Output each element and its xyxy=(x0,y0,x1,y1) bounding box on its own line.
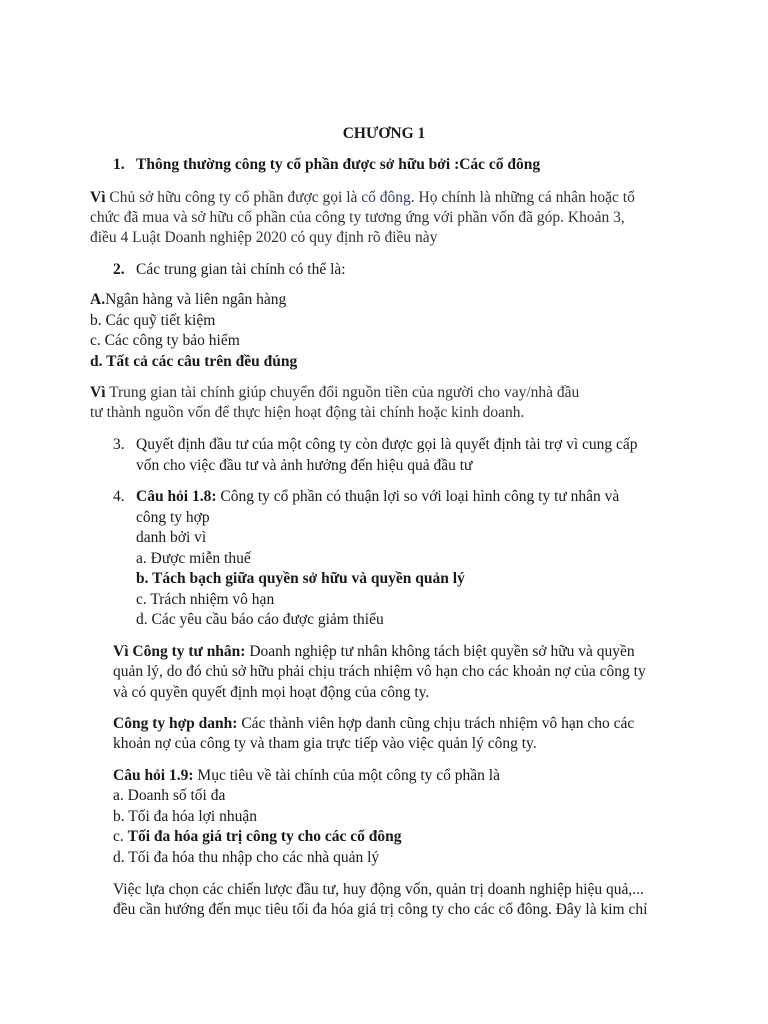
q5-option-d: d. Tối đa hóa thu nhập cho các nhà quản lý xyxy=(113,849,380,866)
q1-number: 1. xyxy=(113,156,125,173)
q4-question-text: Công ty cổ phần có thuận lợi so với loại hình công ty tư nhân và xyxy=(216,488,620,505)
q5-option-c-answer: Tối đa hóa giá trị công ty cho các cổ đông xyxy=(127,828,402,845)
q5-question-text: Mục tiêu về tài chính của một công ty cổ phần là xyxy=(193,767,500,784)
q1-expl-text-a: Chủ sở hữu công ty cổ phần được gọi là xyxy=(105,189,362,206)
q5-option-c xyxy=(113,827,401,848)
chapter-title: CHƯƠNG 1 xyxy=(342,125,426,142)
q3-line2: vốn cho việc đầu tư và ảnh hưởng đến hiệu quả đầu tư xyxy=(136,457,473,474)
q4-expl1-line3: và có quyền quyết định mọi hoạt động của công ty. xyxy=(113,684,430,701)
q5-explanation-line1: Việc lựa chọn các chiến lược đầu tư, huy động vốn, quản trị doanh nghiệp hiệu quả,... xyxy=(113,881,644,898)
q4-label: Câu hỏi 1.8: xyxy=(136,488,217,505)
q4-option-b-answer: b. Tách bạch giữa quyền sở hữu và quyền quản lý xyxy=(136,570,465,587)
q2-explanation-line1 xyxy=(90,383,579,404)
q2-expl-prefix: Vì xyxy=(90,384,106,401)
q2-option-d-answer: d. Tất cả các câu trên đều đúng xyxy=(90,353,298,370)
q2-option-a-letter: A. xyxy=(90,291,106,308)
q4-option-c: c. Trách nhiệm vô hạn xyxy=(136,591,275,608)
q5-option-b: b. Tối đa hóa lợi nhuận xyxy=(113,808,257,825)
co-dong-link[interactable]: cổ đông xyxy=(361,189,411,206)
q4-expl1-label: Vì Công ty tư nhân: xyxy=(113,643,246,660)
q2-explanation-line2: tư thành nguồn vốn để thực hiện hoạt động tài chính hoặc kinh doanh. xyxy=(90,404,525,421)
q2-expl-text: Trung gian tài chính giúp chuyển đổi nguồn tiền của người cho vay/nhà đầu xyxy=(105,384,580,401)
q2-question: Các trung gian tài chính có thể là: xyxy=(136,261,346,278)
q1-expl-prefix: Vì xyxy=(90,189,106,206)
q4-expl1-line1 xyxy=(113,642,635,663)
q4-expl2-line1 xyxy=(113,714,634,735)
q4-line1 xyxy=(136,487,619,508)
q2-option-a-text: Ngân hàng và liên ngân hàng xyxy=(105,291,287,308)
q5-option-c-prefix: c. xyxy=(113,828,128,845)
q5-line1 xyxy=(113,766,500,787)
q4-number: 4. xyxy=(113,488,125,505)
q1-question: Thông thường công ty cổ phần được sở hữu bởi :Các cổ đông xyxy=(136,156,541,173)
q4-line2: công ty hợp xyxy=(136,509,210,526)
q4-option-d: d. Các yêu cầu báo cáo được giảm thiểu xyxy=(136,611,384,628)
q1-expl-text-b: . Họ chính là những cá nhân hoặc tổ xyxy=(410,189,635,206)
q3-line1: Quyết định đầu tư cúa một công ty còn được gọi là quyết định tài trợ vì cung cấp xyxy=(136,436,638,453)
q4-expl2-label: Công ty hợp danh: xyxy=(113,715,238,732)
q4-expl2-line2: khoản nợ của công ty và tham gia trực tiếp vào việc quản lý công ty. xyxy=(113,735,537,752)
q1-explanation-line3: điều 4 Luật Doanh nghiệp 2020 có quy định rõ điều này xyxy=(90,229,438,246)
q1-explanation-line2: chức đã mua và sở hữu cổ phần của công ty tương ứng với phần vốn đã góp. Khoản 3, xyxy=(90,209,625,226)
q1-explanation-line1 xyxy=(90,188,635,209)
q2-option-b: b. Các quỹ tiết kiệm xyxy=(90,312,216,329)
q2-option-c: c. Các công ty bảo hiểm xyxy=(90,332,240,349)
q5-option-a: a. Doanh số tối đa xyxy=(113,787,226,804)
q5-explanation-line2: đều cần hướng đến mục tiêu tối đa hóa giá trị công ty cho các cổ đông. Đây là kim chỉ xyxy=(113,901,648,918)
q4-expl1-line2: quản lý, do đó chủ sở hữu phải chịu trách nhiệm vô hạn cho các khoản nợ của công ty xyxy=(113,663,646,680)
q2-option-a xyxy=(90,290,286,311)
q4-option-a: a. Được miễn thuế xyxy=(136,550,251,567)
q4-line3: danh bởi vì xyxy=(136,529,207,546)
q2-number: 2. xyxy=(113,261,125,278)
q4-expl1-text: Doanh nghiệp tư nhân không tách biệt quyền sở hữu và quyền xyxy=(245,643,635,660)
q5-label: Câu hỏi 1.9: xyxy=(113,767,194,784)
q4-expl2-text: Các thành viên hợp danh cũng chịu trách nhiệm vô hạn cho các xyxy=(237,715,635,732)
q3-number: 3. xyxy=(113,436,125,453)
